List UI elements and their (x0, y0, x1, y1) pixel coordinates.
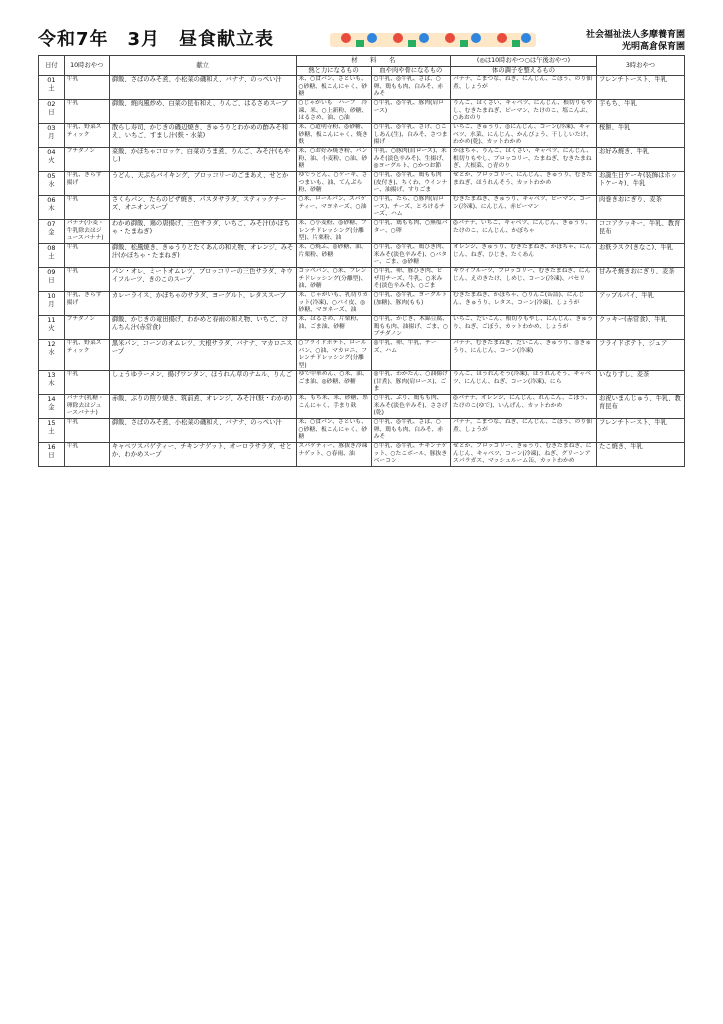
cell-menu: 黒米パン、コーンのオムレツ、大根サラダ、バナナ、マカロニスープ (109, 340, 296, 371)
table-row (39, 395, 685, 419)
cell-vitamin: りんご、ほうれんそう(冷凍)、ほうれんそう、キャベツ、にんじん、ねぎ、コーン(冷凍)、にら (451, 371, 597, 395)
cell-date: 03 月 (39, 124, 65, 148)
cell-energy: 米、○焼ふ、◎砂糖、油、片栗粉、砂糖 (296, 244, 371, 268)
cell-snack3: クッキー(赤常食)、牛乳 (596, 316, 684, 340)
cell-snack10: 牛乳 (64, 371, 109, 395)
cell-protein: ◎牛乳、わかたん、○油揚げ(甘煮)、豚肉(肩ロース)、ごま (371, 371, 450, 395)
table-row (39, 268, 685, 292)
col-menu: 献立 (109, 56, 296, 76)
cell-protein: ○牛乳、鶏もも肉、○無塩バター、○卵 (371, 220, 450, 244)
table-row (39, 244, 685, 268)
cell-snack10: 牛乳、野菜スティック (64, 124, 109, 148)
cell-date: 05 水 (39, 172, 65, 196)
organization (586, 29, 685, 53)
cell-snack3: お麩ラスク(きなこ)、牛乳 (596, 244, 684, 268)
cell-date: 08 土 (39, 244, 65, 268)
col-ingredients: 材 料 名 (296, 56, 451, 67)
cell-snack10: バナナ(乳糖・卵除去はジュースバナナ) (64, 395, 109, 419)
cell-snack10: 牛乳 (64, 196, 109, 220)
cell-menu: 御飯、さばのみそ煮、小松菜の磯和え、バナナ、のっぺい汁 (109, 76, 296, 100)
table-row (39, 196, 685, 220)
cell-vitamin: いちご、きゅうり、◎にんじん、コーン(冷凍)、キャベツ、水菜、にんじん、かんぴょう、干ししいたけ、わかめ(乾)、カットわかめ (451, 124, 597, 148)
cell-snack10: 牛乳、野菜スティック (64, 340, 109, 371)
cell-date: 13 木 (39, 371, 65, 395)
cell-date: 11 火 (39, 316, 65, 340)
col-snack10: 10時おやつ (64, 56, 109, 76)
cell-energy: スパゲティー、豚抜き冷凍ナゲット、○春雨、油 (296, 443, 371, 467)
cell-vitamin: せとか、ブロッコリー、きゅうり、むきたまねぎ、にんじん、キャベツ、コーン(冷凍)、ねぎ、グリーンアスパラガス、マッシュルーム缶、カットわかめ (451, 443, 597, 467)
nursery-name: 光明高倉保育園 (621, 42, 685, 52)
cell-menu: 菜飯、かぼちゃコロッケ、白菜のうま煮、りんご、みそ汁(もやし) (109, 148, 296, 172)
cell-snack10: ブチダノン (64, 148, 109, 172)
cell-date: 15 土 (39, 419, 65, 443)
cell-vitamin: むきたまねぎ、きゅうり、キャベツ、ピーマン、コーン(冷凍)、にんじん、赤ピーマン (451, 196, 597, 220)
cell-energy: 米、○食パン、さといも、○砂糖、板こんにゃく、砂糖 (296, 76, 371, 100)
cell-protein: ○牛乳、◎牛乳、鶏ひき肉、米みそ(淡色辛みそ)、○バター、ごま、◎砂糖 (371, 244, 450, 268)
cell-vitamin: いちご、だいこん、根切りもやし、にんじん、きゅうり、ねぎ、ごぼう、カットわかめ、しょうが (451, 316, 597, 340)
cell-energy: 米、○道明寺粉、◎砂糖、砂糖、板こんにゃく、焼き麩 (296, 124, 371, 148)
cell-menu: 御飯、焼肉風炒め、白菜の昆布和え、りんご、はるさめスープ (109, 100, 296, 124)
cell-snack10: 牛乳 (64, 76, 109, 100)
cell-energy: ○フライドポテト、ロールパン、○油、マカロニ、フレンチドレッシング(分離型) (296, 340, 371, 371)
cell-snack3: フライドポテト、ジュア (596, 340, 684, 371)
cell-protein: ○牛乳、◎牛乳、さば、○卵、鶏もも肉、白みそ、赤みそ (371, 419, 450, 443)
cell-energy: 米、○食パン、さといも、○砂糖、板こんにゃく、砂糖 (296, 419, 371, 443)
cell-snack10: ブチダノン (64, 316, 109, 340)
cell-date: 06 木 (39, 196, 65, 220)
table-row (39, 316, 685, 340)
children-illustration-icon (328, 27, 538, 49)
cell-snack3: お誕生日ケーキ(装飾はホットケーキ)、牛乳 (596, 172, 684, 196)
cell-menu: うどん、天ぷらバイキング、ブロッコリーのごまあえ、せとか (109, 172, 296, 196)
cell-menu: しょうゆラーメン、揚げワンタン、ほうれん草のナムル、りんご (109, 371, 296, 395)
cell-protein: ○牛乳、◎牛乳、チキンナゲット、○たこボール、豚抜きベーコン (371, 443, 450, 467)
cell-energy: 米、○小麦粉、◎砂糖、フレンチドレッシング(分離型)、片栗粉、油 (296, 220, 371, 244)
table-row (39, 100, 685, 124)
cell-date: 07 金 (39, 220, 65, 244)
cell-snack10: 牛乳 (64, 443, 109, 467)
cell-vitamin: むきたまねぎ、かぼちゃ、○りんご(缶詰)、にんじん、きゅうり、レタス、コーン(冷凍)、しょうが (451, 292, 597, 316)
cell-menu: 御飯、松風焼き、きゅうりとたくあんの和え物、オレンジ、みそ汁(かぼちゃ・たまねぎ) (109, 244, 296, 268)
cell-snack3: 桜餅、牛乳 (596, 124, 684, 148)
table-row (39, 124, 685, 148)
table-row (39, 340, 685, 371)
cell-snack3: ココアクッキー、牛乳、教育昆布 (596, 220, 684, 244)
table-row (39, 172, 685, 196)
group-vitamin: 体の調子を整えるもの (451, 67, 597, 76)
cell-protein: ○牛乳、ぶり、鶏もも肉、米みそ(淡色辛みそ)、ささげ(乾) (371, 395, 450, 419)
cell-protein: ○牛乳、◎牛乳、さけ、○こしあん(生)、白みそ、さつま揚げ (371, 124, 450, 148)
cell-protein: ○牛乳、たら、○豚肉(肩ロース)、チーズ、とろけるチーズ、ハム (371, 196, 450, 220)
cell-vitamin: ◎バナナ、オレンジ、にんじん、れんこん、ごぼう、たけのこ(ゆで)、いんげん、カットわかめ (451, 395, 597, 419)
menu-table-body (39, 76, 685, 467)
col-date: 日付 (39, 56, 65, 76)
cell-date: 12 水 (39, 340, 65, 371)
cell-snack10: バナナ(小麦・牛乳除去はジュースバナナ) (64, 220, 109, 244)
cell-energy: コッペパン、○米、フレンチドレッシング(分離型)、油、砂糖 (296, 268, 371, 292)
cell-vitamin: バナナ、こまつな、ねぎ、にんじん、ごぼう、のり佃煮、しょうが (451, 419, 597, 443)
cell-vitamin: オレンジ、きゅうり、むきたまねぎ、かぼちゃ、にんじん、ねぎ、ひじき、たくあん (451, 244, 597, 268)
table-row (39, 76, 685, 100)
cell-snack3: お好み焼き、牛乳 (596, 148, 684, 172)
cell-snack3: たこ焼き、牛乳 (596, 443, 684, 467)
cell-snack3: 甘みそ焼きおにぎり、麦茶 (596, 268, 684, 292)
cell-date: 09 日 (39, 268, 65, 292)
cell-protein: ○牛乳、◎牛乳、鶏もも肉(皮付き)、ちくわ、ウインナー、油揚げ、すりごま (371, 172, 450, 196)
cell-vitamin: キウイフルーツ、ブロッコリー、むきたまねぎ、にんじん、えのきたけ、しめじ、コーン(冷凍)、パセリ (451, 268, 597, 292)
cell-menu: 御飯、かじきの竜田揚げ、わかめと春雨の和え物、いちご、けんちん汁(赤常食) (109, 316, 296, 340)
cell-menu: 赤飯、ぶりの照り焼き、筑前煮、オレンジ、みそ汁(麩・わかめ) (109, 395, 296, 419)
cell-energy: 米、○お好み焼き粉、パン粉、油、小麦粉、○油、砂糖 (296, 148, 371, 172)
cell-snack10: 牛乳 (64, 419, 109, 443)
cell-protein: ○牛乳、卵、豚ひき肉、ピザ用チーズ、牛乳、○米みそ(淡色辛みそ)、○ごま (371, 268, 450, 292)
page-title: 令和7年 3月 昼食献立表 (38, 29, 275, 50)
cell-snack3: アップルパイ、牛乳 (596, 292, 684, 316)
table-row (39, 292, 685, 316)
table-row (39, 443, 685, 467)
page-header (0, 0, 723, 56)
cell-vitamin: せとか、ブロッコリー、にんじん、きゅうり、むきたまねぎ、ほうれんそう、カットわかめ (451, 172, 597, 196)
cell-protein: ○牛乳、◎牛乳、豚肉(肩ロース) (371, 100, 450, 124)
cell-menu: 散らし寿司、かじきの磯辺焼き、きゅうりとわかめの酢みそ和え、いちご、すまし汁(麩・水菜) (109, 124, 296, 148)
cell-snack3: フレンチトースト、牛乳 (596, 76, 684, 100)
cell-snack10: 牛乳 (64, 244, 109, 268)
cell-protein: ○牛乳、◎牛乳、さば、○卵、鶏もも肉、白みそ、赤みそ (371, 76, 450, 100)
table-row (39, 371, 685, 395)
cell-menu: パン・オレ、ミートオムレツ、ブロッコリーの三色サラダ、キウイフルーツ、きのこのスープ (109, 268, 296, 292)
cell-vitamin: バナナ、むきたまねぎ、だいこん、きゅうり、◎きゅうり、にんじん、コーン(冷凍) (451, 340, 597, 371)
cell-snack3: 肉巻きおにぎり、麦茶 (596, 196, 684, 220)
cell-snack3: フレンチトースト、牛乳 (596, 419, 684, 443)
table-row (39, 419, 685, 443)
cell-menu: カレーライス、かぼちゃのサラダ、ヨーグルト、レタススープ (109, 292, 296, 316)
cell-date: 04 火 (39, 148, 65, 172)
cell-date: 02 日 (39, 100, 65, 124)
cell-energy: ○米、ロールパン、スパゲティー、マヨネーズ、○油 (296, 196, 371, 220)
cell-date: 10 月 (39, 292, 65, 316)
cell-snack3: お祝いまんじゅう、牛乳、教育昆布 (596, 395, 684, 419)
cell-energy: 米、じゃがいも、乳切りカット(冷凍)、○パイ皮、◎砂糖、マヨネーズ、油 (296, 292, 371, 316)
menu-table (38, 55, 685, 467)
cell-menu: さくらパン、たらのピザ焼き、パスタサラダ、スティックチーズ、オニオンスープ (109, 196, 296, 220)
cell-vitamin: りんご、はくさい、キャベツ、にんじん、根切りもやし、むきたまねぎ、ピーマン、たけのこ、塩こんぶ、○あおのり (451, 100, 597, 124)
table-row (39, 148, 685, 172)
cell-snack10: 牛乳 (64, 100, 109, 124)
cell-vitamin: ◎バナナ、いちご、キャベツ、にんじん、きゅうり、たけのこ、にんじん、かぼちゃ (451, 220, 597, 244)
cell-menu: キャベツスパゲティー、チキンナゲット、オーロラサラダ、せとか、わかめスープ (109, 443, 296, 467)
col-ingredient-note: (◎は10時おやつ○は午後おやつ) (451, 56, 597, 67)
col-snack3: 3時おやつ (596, 56, 684, 76)
cell-energy: 米、はるさめ、片栗粉、油、ごま油、砂糖 (296, 316, 371, 340)
cell-snack10: 牛乳、きらず揚げ (64, 292, 109, 316)
cell-date: 14 金 (39, 395, 65, 419)
cell-protein: 牛乳、○豚肉(肩ロース)、米みそ(淡色辛みそ)、生揚げ、◎ヨーグルト、○かつお節 (371, 148, 450, 172)
cell-menu: 御飯、さばのみそ煮、小松菜の磯和え、バナナ、のっぺい汁 (109, 419, 296, 443)
cell-menu: わかめ御飯、鶏の唐揚げ、三色サラダ、いちご、みそ汁(かぼちゃ・たまねぎ) (109, 220, 296, 244)
table-row (39, 220, 685, 244)
cell-snack10: 牛乳 (64, 268, 109, 292)
org-name: 社会福祉法人多摩養育園 (585, 30, 685, 40)
cell-snack3: いなりずし、麦茶 (596, 371, 684, 395)
cell-energy: 米、もち米、米、砂糖、糸こんにゃく、手まり麸 (296, 395, 371, 419)
group-protein: 血や肉や骨になるもの (371, 67, 450, 76)
cell-protein: ◎牛乳、卵、牛乳、チーズ、ハム (371, 340, 450, 371)
cell-date: 01 土 (39, 76, 65, 100)
cell-vitamin: かぼちゃ、りんご、はくさい、キャベツ、にんじん、根切りもやし、ブロッコリー、たまねぎ、むきたまねぎ、大根菜、○青のり (451, 148, 597, 172)
cell-energy: ゆで中華めん、○米、油、ごま油、◎砂糖、砂糖 (296, 371, 371, 395)
cell-energy: ゆでうどん、○ケーキ、さつまいも、油、てんぷら粉、砂糖 (296, 172, 371, 196)
cell-vitamin: バナナ、こまつな、ねぎ、にんじん、ごぼう、のり佃煮、しょうが (451, 76, 597, 100)
cell-protein: ○牛乳、かじき、木綿豆腐、鶏もも肉、油揚げ、ごま、○ブチダノン (371, 316, 450, 340)
group-energy: 熱と力になるもの (296, 67, 371, 76)
cell-protein: ○牛乳、◎牛乳、ヨーグルト(加糖)、豚肉(もも) (371, 292, 450, 316)
cell-snack10: 牛乳、きらず揚げ (64, 172, 109, 196)
cell-snack3: 芋もち、牛乳 (596, 100, 684, 124)
cell-energy: ○じゃがいも ハーフ 冷凍、米、○上新粉、砂糖、はるさめ、油、○油 (296, 100, 371, 124)
cell-date: 16 日 (39, 443, 65, 467)
